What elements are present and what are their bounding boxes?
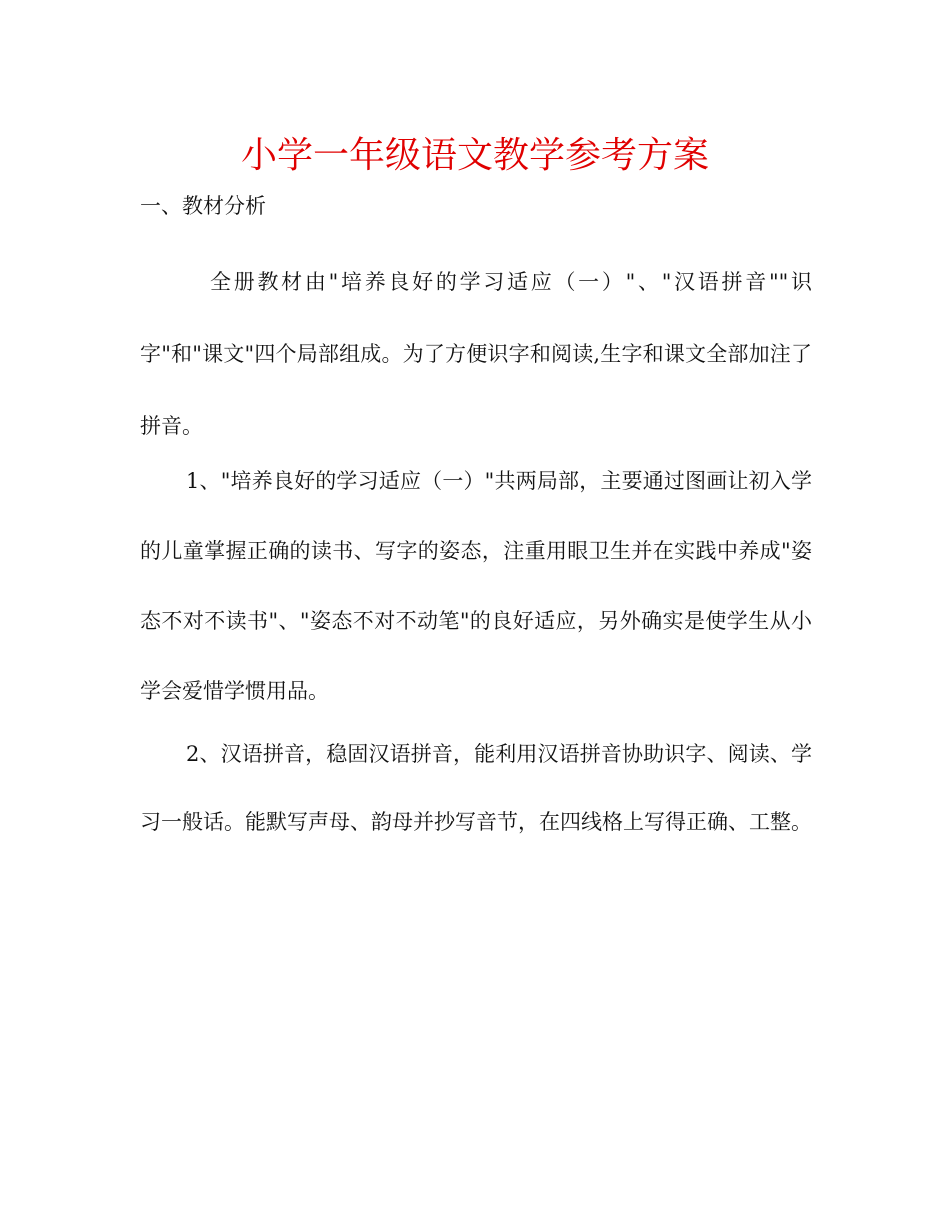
paragraph-3: 2、汉语拼音，稳固汉语拼音，能利用汉语拼音协助识字、阅读、学习一般话。能默写声母、韵母并抄写音节，在四线格上写得正确、工整。 (140, 742, 812, 834)
page-title: 小学一年级语文教学参考方案 (240, 135, 709, 176)
paragraph-2: 1、"培养良好的学习适应（一）"共两局部，主要通过图画让初入学的儿童掌握正确的读书、写字的姿态，注重用眼卫生并在实践中养成"姿态不对不读书"、"姿态不对不动笔"的良好适应，另外确实是使学生从小学会爱惜学惯用品。 (140, 469, 812, 703)
section-heading: 一、教材分析 (140, 194, 266, 218)
paragraph-1: 全册教材由"培养良好的学习适应（一）"、"汉语拼音""识字"和"课文"四个局部组成。为了方便识字和阅读,生字和课文全部加注了拼音。 (140, 270, 812, 438)
